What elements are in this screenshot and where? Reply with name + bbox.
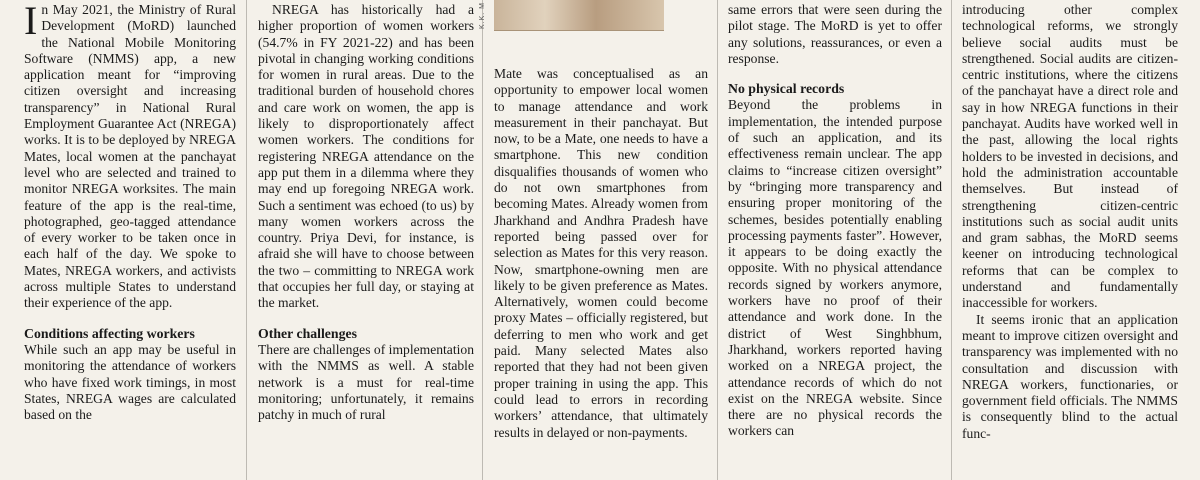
intro-paragraph: In May 2021, the Ministry of Rural Development (MoRD) launched the National Mobile Monitoring Software (NMMS) app, a new application meant for “improving citizen oversight and increasing transparency” in National Rural Employment Guarantee Act (NREGA) works. It is to be deployed by NREGA Mates, local women at the panchayat level who are selected and trained to monitor NREGA worksites. The main feature of the app is the real-time, photographed, geo-tagged attendance of every worker to be taken once in each half of the day. We spoke to Mates, NREGA workers, and activists across multiple States to understand their experience of the app. [24,0,236,311]
column-rule-3 [717,0,718,480]
paragraph: same errors that were seen during the pilot stage. The MoRD is yet to offer any solutions, reassurances, or even a response. [728,2,942,66]
article-column-5 [962,2,1178,442]
article-column-3 [494,66,708,441]
paragraph: While such an app may be useful in monitoring the attendance of workers who have fixed work timings, in most States, NREGA wages are calculated based on the [24,341,236,423]
column-rule-1 [246,0,247,480]
article-column-2 [258,2,474,423]
column-rule-4 [951,0,952,480]
paragraph: introducing other complex technological reforms, we strongly believe social audits must be strengthened. Social audits are citizen-centric institutions, where the citizens of the panchayat have a direct role and say in how NREGA functions in their panchayat. Audits have worked well in the past, allowing the local rights holders to be invested in decisions, and hold the administration accountable themselves. But instead of strengthening citizen-centric institutions such as social audit units and gram sabhas, the MoRD seems keener on introducing technological reforms that can be complex to understand and fundamentally inaccessible for workers. [962,2,1178,311]
article-column-4 [728,2,942,440]
photo-credit: K.K. M [479,2,486,30]
paragraph: Beyond the problems in implementation, the intended purpose of such an application, and its effectiveness remain unclear. The app claims to “increase citizen oversight” by “bringing more transparency and ensuring proper monitoring of the schemes, besides potentially enabling processing payments faster”. However, it appears to be doing exactly the opposite. With no physical attendance records signed by workers anymore, workers have no proof of their attendance and work done. In the district of West Singhbhum, Jharkhand, workers reported having worked on a NREGA project, the attendance records of which do not exist on the NREGA website. Since there are no physical records the workers can [728,97,942,439]
subhead-conditions: Conditions affecting workers [24,325,195,341]
paragraph: NREGA has historically had a higher proportion of women workers (54.7% in FY 2021-22) and has been pivotal in changing working conditions for women in rural areas. Due to the traditional burden of household chores and care work on women, the app is likely to disproportionately affect women workers. The conditions for registering NREGA attendance on the app put them in a dilemma where they may end up foregoing NREGA work. Such a sentiment was echoed (to us) by many women workers across the country. Priya Devi, for instance, is afraid she will have to choose between the two – committing to NREGA work that occupies her full day, or staying at the market. [258,2,474,311]
paragraph: Mate was conceptualised as an opportunity to empower local women to manage attendance and work measurement in their panchayat. But now, to be a Mate, one needs to have a smartphone. This new condition disqualifies thousands of women who do not own smartphones from becoming Mates. Already women from Jharkhand and Andhra Pradesh have reported being passed over for selection as Mates for this very reason. Now, smartphone-owning men are likely to be given preference as Mates. Alternatively, women could become proxy Mates – officially registered, but deferring to men who work and get paid. Many selected Mates also reported that they had not been given proper training in using the app. This could lead to errors in recording workers’ attendance, that ultimately results in delayed or non-payments. [494,66,708,440]
subhead-other-challenges: Other challenges [258,325,357,341]
paragraph: There are challenges of implementation with the NMMS as well. A stable network is a must for real-time monitoring; unfortunately, it remains patchy in much of rural [258,341,474,423]
article-column-1 [24,2,236,423]
drop-cap: I [24,0,38,43]
article-photo [494,0,664,31]
paragraph: It seems ironic that an application meant to improve citizen oversight and transparency was implemented with no consultation and discussion with NREGA workers, functionaries, or government field officials. The NMMS is consequently blind to the actual func- [962,311,1178,441]
subhead-no-physical-records: No physical records [728,81,845,97]
column-rule-2 [482,0,483,480]
